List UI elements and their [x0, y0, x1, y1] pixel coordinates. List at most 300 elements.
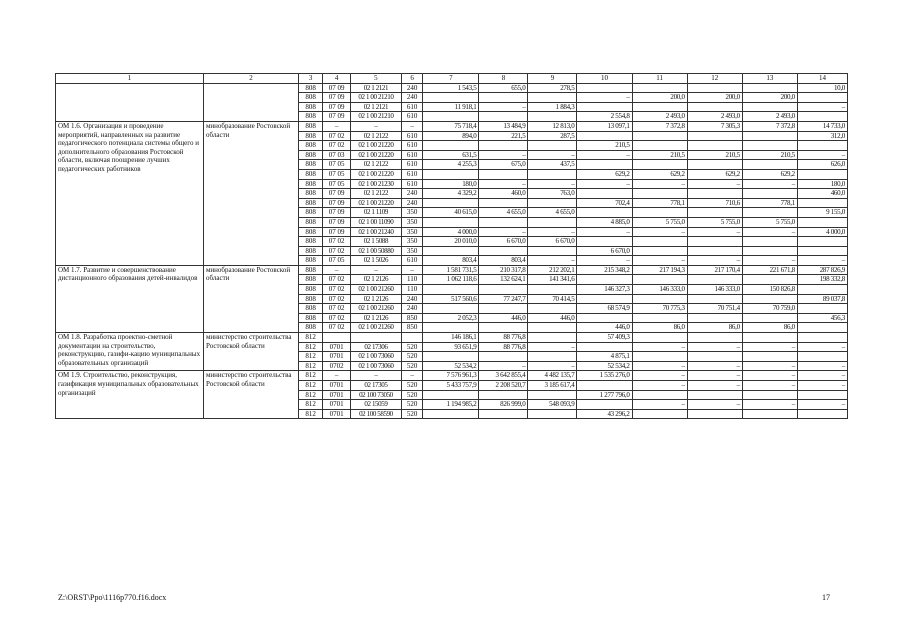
table-cell: 07 09: [323, 112, 351, 122]
table-cell: [632, 390, 687, 400]
table-cell: 07 09: [323, 83, 351, 93]
table-cell: –: [742, 179, 797, 189]
table-cell: [528, 93, 577, 103]
table-cell: 520: [401, 342, 422, 352]
table-cell: 808: [298, 121, 322, 131]
table-cell: 456,3: [797, 313, 847, 323]
table-cell: 180,0: [423, 179, 479, 189]
table-cell: –: [323, 121, 351, 131]
table-cell: 610: [401, 256, 422, 266]
table-cell: 02 1 00 21260: [350, 285, 401, 295]
table-cell: 02 1 00 21210: [350, 93, 401, 103]
table-cell: 812: [298, 361, 322, 371]
table-cell: 350: [401, 227, 422, 237]
table-cell: 1 543,5: [423, 83, 479, 93]
table-cell: 4 885,0: [577, 217, 632, 227]
table-cell: –: [797, 400, 847, 410]
table-cell: 7 372,8: [632, 121, 687, 131]
table-cell: 5 755,0: [742, 217, 797, 227]
table-cell: 2 493,0: [742, 112, 797, 122]
table-cell: 3 642 855,4: [479, 371, 528, 381]
table-cell: 0701: [323, 409, 351, 419]
table-cell: –: [632, 342, 687, 352]
table-cell: [632, 160, 687, 170]
table-cell: 808: [298, 313, 322, 323]
table-cell: 4 329,2: [423, 189, 479, 199]
column-number: 6: [401, 74, 422, 84]
table-cell: [797, 390, 847, 400]
table-cell: 1 535 276,0: [577, 371, 632, 381]
table-cell: –: [797, 371, 847, 381]
program-name: ОМ 1.7. Развитие и совершенствование дистанционного образования детей-инвалидов: [56, 265, 204, 332]
table-cell: [479, 198, 528, 208]
table-row: [56, 333, 848, 343]
table-cell: 02 1 00 21230: [350, 179, 401, 189]
table-cell: 210,5: [742, 150, 797, 160]
table-cell: 3 185 617,4: [528, 381, 577, 391]
table-cell: [797, 237, 847, 247]
column-number-row: [56, 74, 848, 84]
table-cell: –: [350, 371, 401, 381]
table-cell: 146 333,0: [632, 285, 687, 295]
table-cell: 808: [298, 256, 322, 266]
table-cell: [687, 313, 742, 323]
column-number: 14: [797, 74, 847, 84]
table-cell: 710,6: [687, 198, 742, 208]
table-cell: [479, 169, 528, 179]
table-cell: 350: [401, 217, 422, 227]
table-cell: 610: [401, 112, 422, 122]
table-cell: 240: [401, 189, 422, 199]
table-cell: 02 1 2126: [350, 294, 401, 304]
table-cell: 0701: [323, 390, 351, 400]
table-cell: 07 09: [323, 208, 351, 218]
table-cell: 68 574,9: [577, 304, 632, 314]
table-cell: 52 534,2: [423, 361, 479, 371]
table-cell: [528, 198, 577, 208]
table-cell: 6 670,0: [479, 237, 528, 247]
table-cell: 350: [401, 208, 422, 218]
table-cell: [577, 189, 632, 199]
table-cell: [577, 131, 632, 141]
table-cell: 520: [401, 400, 422, 410]
page-number: 17: [822, 593, 830, 602]
table-cell: [742, 189, 797, 199]
table-cell: 240: [401, 83, 422, 93]
table-cell: –: [401, 371, 422, 381]
table-cell: –: [632, 400, 687, 410]
table-cell: [687, 189, 742, 199]
table-cell: –: [742, 371, 797, 381]
table-cell: 517 560,6: [423, 294, 479, 304]
table-cell: 2 554,8: [577, 112, 632, 122]
table-cell: [423, 285, 479, 295]
table-cell: 110: [401, 275, 422, 285]
column-number: 4: [323, 74, 351, 84]
table-cell: –: [577, 256, 632, 266]
table-cell: –: [401, 265, 422, 275]
table-cell: [632, 352, 687, 362]
table-cell: 02 1 5088: [350, 237, 401, 247]
column-number: 7: [423, 74, 479, 84]
table-cell: 808: [298, 265, 322, 275]
file-path: Z:\ORST\Ppo\1116p770.f16.docx: [58, 593, 167, 602]
table-cell: 07 09: [323, 217, 351, 227]
table-cell: [479, 323, 528, 333]
table-cell: 808: [298, 294, 322, 304]
table-cell: 02 1 00 50880: [350, 246, 401, 256]
table-cell: 520: [401, 381, 422, 391]
table-cell: 278,5: [528, 83, 577, 93]
table-cell: [423, 141, 479, 151]
table-cell: [632, 237, 687, 247]
table-cell: 210,5: [687, 150, 742, 160]
table-cell: 70 775,3: [632, 304, 687, 314]
table-cell: –: [577, 179, 632, 189]
table-cell: 808: [298, 237, 322, 247]
table-cell: 808: [298, 150, 322, 160]
table-cell: 631,5: [423, 150, 479, 160]
table-cell: [687, 83, 742, 93]
table-cell: 808: [298, 189, 322, 199]
table-cell: 86,0: [632, 323, 687, 333]
table-cell: 221,5: [479, 131, 528, 141]
table-cell: [577, 102, 632, 112]
table-cell: [423, 304, 479, 314]
table-cell: [742, 102, 797, 112]
table-cell: –: [687, 371, 742, 381]
table-cell: 9 155,0: [797, 208, 847, 218]
table-cell: 446,0: [577, 323, 632, 333]
table-cell: 826 999,0: [479, 400, 528, 410]
table-cell: 629,2: [577, 169, 632, 179]
table-cell: 07 02: [323, 294, 351, 304]
table-cell: 02 1 2122: [350, 131, 401, 141]
table-cell: 07 05: [323, 256, 351, 266]
table-cell: –: [479, 150, 528, 160]
table-cell: 520: [401, 390, 422, 400]
table-cell: 5 755,0: [632, 217, 687, 227]
table-cell: [797, 169, 847, 179]
table-cell: 02 1 00 21240: [350, 227, 401, 237]
table-cell: 02 1 2126: [350, 313, 401, 323]
table-cell: –: [350, 121, 401, 131]
table-cell: 812: [298, 390, 322, 400]
table-cell: –: [577, 93, 632, 103]
table-cell: 1 581 731,5: [423, 265, 479, 275]
table-cell: 0701: [323, 400, 351, 410]
table-cell: [423, 169, 479, 179]
table-cell: 808: [298, 102, 322, 112]
table-cell: 240: [401, 304, 422, 314]
table-cell: 200,0: [687, 93, 742, 103]
table-cell: 02 1 00 21220: [350, 150, 401, 160]
table-cell: [742, 131, 797, 141]
table-cell: 02 1 2122: [350, 189, 401, 199]
table-cell: [479, 352, 528, 362]
table-cell: 808: [298, 323, 322, 333]
column-number: 2: [203, 74, 298, 84]
table-cell: 626,0: [797, 160, 847, 170]
table-row: [56, 83, 848, 93]
table-cell: –: [577, 227, 632, 237]
table-cell: 07 02: [323, 313, 351, 323]
table-cell: –: [687, 256, 742, 266]
table-cell: [577, 237, 632, 247]
table-cell: 07 09: [323, 93, 351, 103]
table-cell: [577, 275, 632, 285]
column-number: 12: [687, 74, 742, 84]
table-cell: –: [528, 150, 577, 160]
table-cell: 210,5: [632, 150, 687, 160]
table-cell: 240: [401, 294, 422, 304]
table-cell: –: [401, 121, 422, 131]
column-number: 1: [56, 74, 204, 84]
table-cell: 287,5: [528, 131, 577, 141]
table-cell: [528, 333, 577, 343]
table-cell: [528, 304, 577, 314]
table-cell: –: [632, 371, 687, 381]
program-name: ОМ 1.9. Строительство, реконструкция, газификация муниципальных образовательных организаций: [56, 371, 204, 419]
table-cell: –: [687, 381, 742, 391]
table-row: [56, 265, 848, 275]
table-cell: [687, 141, 742, 151]
table-cell: [742, 409, 797, 419]
table-cell: 146 327,3: [577, 285, 632, 295]
table-cell: 610: [401, 102, 422, 112]
table-cell: –: [742, 361, 797, 371]
table-cell: 4 875,1: [577, 352, 632, 362]
table-cell: 460,0: [797, 189, 847, 199]
table-cell: 07 02: [323, 285, 351, 295]
table-cell: 7 576 961,3: [423, 371, 479, 381]
table-cell: –: [577, 150, 632, 160]
table-cell: 5 755,0: [687, 217, 742, 227]
table-cell: 2 052,3: [423, 313, 479, 323]
table-cell: –: [687, 227, 742, 237]
table-cell: 808: [298, 285, 322, 295]
table-cell: 02 1 00 11090: [350, 217, 401, 227]
table-cell: [528, 390, 577, 400]
table-cell: 240: [401, 93, 422, 103]
table-cell: 1 062 118,6: [423, 275, 479, 285]
table-cell: 02 1 00 21220: [350, 198, 401, 208]
table-cell: –: [632, 381, 687, 391]
table-cell: 02 1 2121: [350, 102, 401, 112]
table-cell: [401, 333, 422, 343]
table-cell: 350: [401, 246, 422, 256]
table-cell: [528, 285, 577, 295]
table-cell: 07 02: [323, 304, 351, 314]
table-cell: 02 1 2121: [350, 83, 401, 93]
table-cell: 10,0: [797, 83, 847, 93]
table-cell: [797, 352, 847, 362]
table-cell: –: [797, 256, 847, 266]
table-cell: [350, 333, 401, 343]
table-cell: –: [632, 256, 687, 266]
table-cell: [742, 294, 797, 304]
table-cell: 4 000,0: [423, 227, 479, 237]
table-cell: 4 655,0: [479, 208, 528, 218]
table-cell: 778,1: [742, 198, 797, 208]
table-cell: 610: [401, 160, 422, 170]
table-cell: –: [528, 342, 577, 352]
table-cell: [742, 390, 797, 400]
table-cell: 812: [298, 352, 322, 362]
table-cell: 850: [401, 313, 422, 323]
table-cell: [687, 237, 742, 247]
table-cell: 43 296,2: [577, 409, 632, 419]
table-cell: 850: [401, 323, 422, 333]
table-cell: 812: [298, 342, 322, 352]
table-cell: –: [797, 102, 847, 112]
table-cell: [632, 141, 687, 151]
table-cell: 07 02: [323, 237, 351, 247]
table-cell: 11 918,1: [423, 102, 479, 112]
table-cell: 13 097,1: [577, 121, 632, 131]
table-cell: [632, 246, 687, 256]
table-cell: 894,0: [423, 131, 479, 141]
table-cell: –: [528, 256, 577, 266]
table-cell: [742, 83, 797, 93]
table-cell: 02 1 2122: [350, 160, 401, 170]
table-cell: [479, 409, 528, 419]
table-cell: 808: [298, 131, 322, 141]
table-cell: [797, 112, 847, 122]
table-cell: [632, 313, 687, 323]
table-cell: [479, 93, 528, 103]
table-cell: [797, 141, 847, 151]
table-cell: [528, 112, 577, 122]
table-cell: 812: [298, 333, 322, 343]
table-cell: 70 414,5: [528, 294, 577, 304]
table-cell: 07 02: [323, 275, 351, 285]
table-cell: [687, 294, 742, 304]
table-cell: [479, 285, 528, 295]
table-cell: –: [479, 227, 528, 237]
table-cell: [479, 390, 528, 400]
table-cell: [577, 342, 632, 352]
table-cell: [479, 304, 528, 314]
program-name: ОМ 1.6. Организация и проведение мероприятий, направленных на развитие педагогического потенциала системы общего и дополнительного образования Ростовской области, включая поощрение лучших педагогических работников: [56, 121, 204, 265]
table-cell: 02 1 5026: [350, 256, 401, 266]
table-cell: 7 372,8: [742, 121, 797, 131]
table-cell: 1 884,3: [528, 102, 577, 112]
table-cell: 146 186,1: [423, 333, 479, 343]
table-cell: 675,0: [479, 160, 528, 170]
table-cell: 0701: [323, 342, 351, 352]
table-cell: 610: [401, 179, 422, 189]
table-cell: 02 1 00 21220: [350, 169, 401, 179]
table-cell: 4 482 135,7: [528, 371, 577, 381]
table-cell: 610: [401, 131, 422, 141]
table-cell: [687, 409, 742, 419]
table-cell: 70 759,0: [742, 304, 797, 314]
table-cell: 7 305,3: [687, 121, 742, 131]
table-cell: –: [528, 179, 577, 189]
table-cell: 215 348,2: [577, 265, 632, 275]
table-cell: 520: [401, 361, 422, 371]
table-cell: 812: [298, 409, 322, 419]
table-cell: 4 655,0: [528, 208, 577, 218]
table-cell: 07 02: [323, 323, 351, 333]
table-cell: [742, 237, 797, 247]
table-cell: [742, 141, 797, 151]
executor-name: минобразование Ростовской области: [203, 265, 298, 332]
table-cell: [577, 400, 632, 410]
table-cell: [577, 313, 632, 323]
table-cell: [742, 275, 797, 285]
table-cell: 07 02: [323, 131, 351, 141]
table-cell: 86,0: [687, 323, 742, 333]
table-cell: 89 037,8: [797, 294, 847, 304]
table-cell: –: [479, 179, 528, 189]
table-cell: 07 09: [323, 198, 351, 208]
table-cell: [687, 390, 742, 400]
table-cell: 808: [298, 246, 322, 256]
executor-cell: [203, 83, 298, 121]
table-cell: 2 208 520,7: [479, 381, 528, 391]
table-cell: –: [687, 179, 742, 189]
table-cell: [423, 409, 479, 419]
table-cell: 808: [298, 93, 322, 103]
table-cell: –: [632, 227, 687, 237]
column-number: 3: [298, 74, 322, 84]
table-cell: [479, 141, 528, 151]
table-cell: [577, 160, 632, 170]
table-cell: 07 02: [323, 246, 351, 256]
table-cell: 150 826,8: [742, 285, 797, 295]
table-cell: [687, 160, 742, 170]
table-cell: 0701: [323, 381, 351, 391]
table-cell: [742, 333, 797, 343]
table-cell: [742, 246, 797, 256]
column-number: 10: [577, 74, 632, 84]
table-cell: 02 17305: [350, 381, 401, 391]
table-cell: 02 1 00 73060: [350, 361, 401, 371]
table-cell: 217 194,3: [632, 265, 687, 275]
table-cell: 812: [298, 381, 322, 391]
executor-name: министерство строительства Ростовской области: [203, 333, 298, 371]
table-cell: 200,0: [632, 93, 687, 103]
table-cell: 02 100 73050: [350, 390, 401, 400]
table-cell: 88 776,8: [479, 342, 528, 352]
table-cell: [323, 333, 351, 343]
table-cell: –: [742, 227, 797, 237]
table-cell: 07 09: [323, 189, 351, 199]
table-cell: 808: [298, 227, 322, 237]
table-cell: 132 624,1: [479, 275, 528, 285]
table-cell: 808: [298, 169, 322, 179]
table-cell: 808: [298, 179, 322, 189]
table-cell: 629,2: [632, 169, 687, 179]
table-cell: 20 010,0: [423, 237, 479, 247]
table-cell: 07 09: [323, 227, 351, 237]
table-cell: 02 15059: [350, 400, 401, 410]
table-cell: –: [687, 361, 742, 371]
table-cell: 88 776,8: [479, 333, 528, 343]
table-cell: [577, 83, 632, 93]
table-cell: [577, 208, 632, 218]
table-cell: –: [632, 361, 687, 371]
table-cell: 02 1 2126: [350, 275, 401, 285]
table-cell: 221 671,8: [742, 265, 797, 275]
table-cell: [423, 217, 479, 227]
table-cell: 141 341,6: [528, 275, 577, 285]
table-cell: [423, 323, 479, 333]
table-cell: [797, 304, 847, 314]
table-cell: 520: [401, 352, 422, 362]
